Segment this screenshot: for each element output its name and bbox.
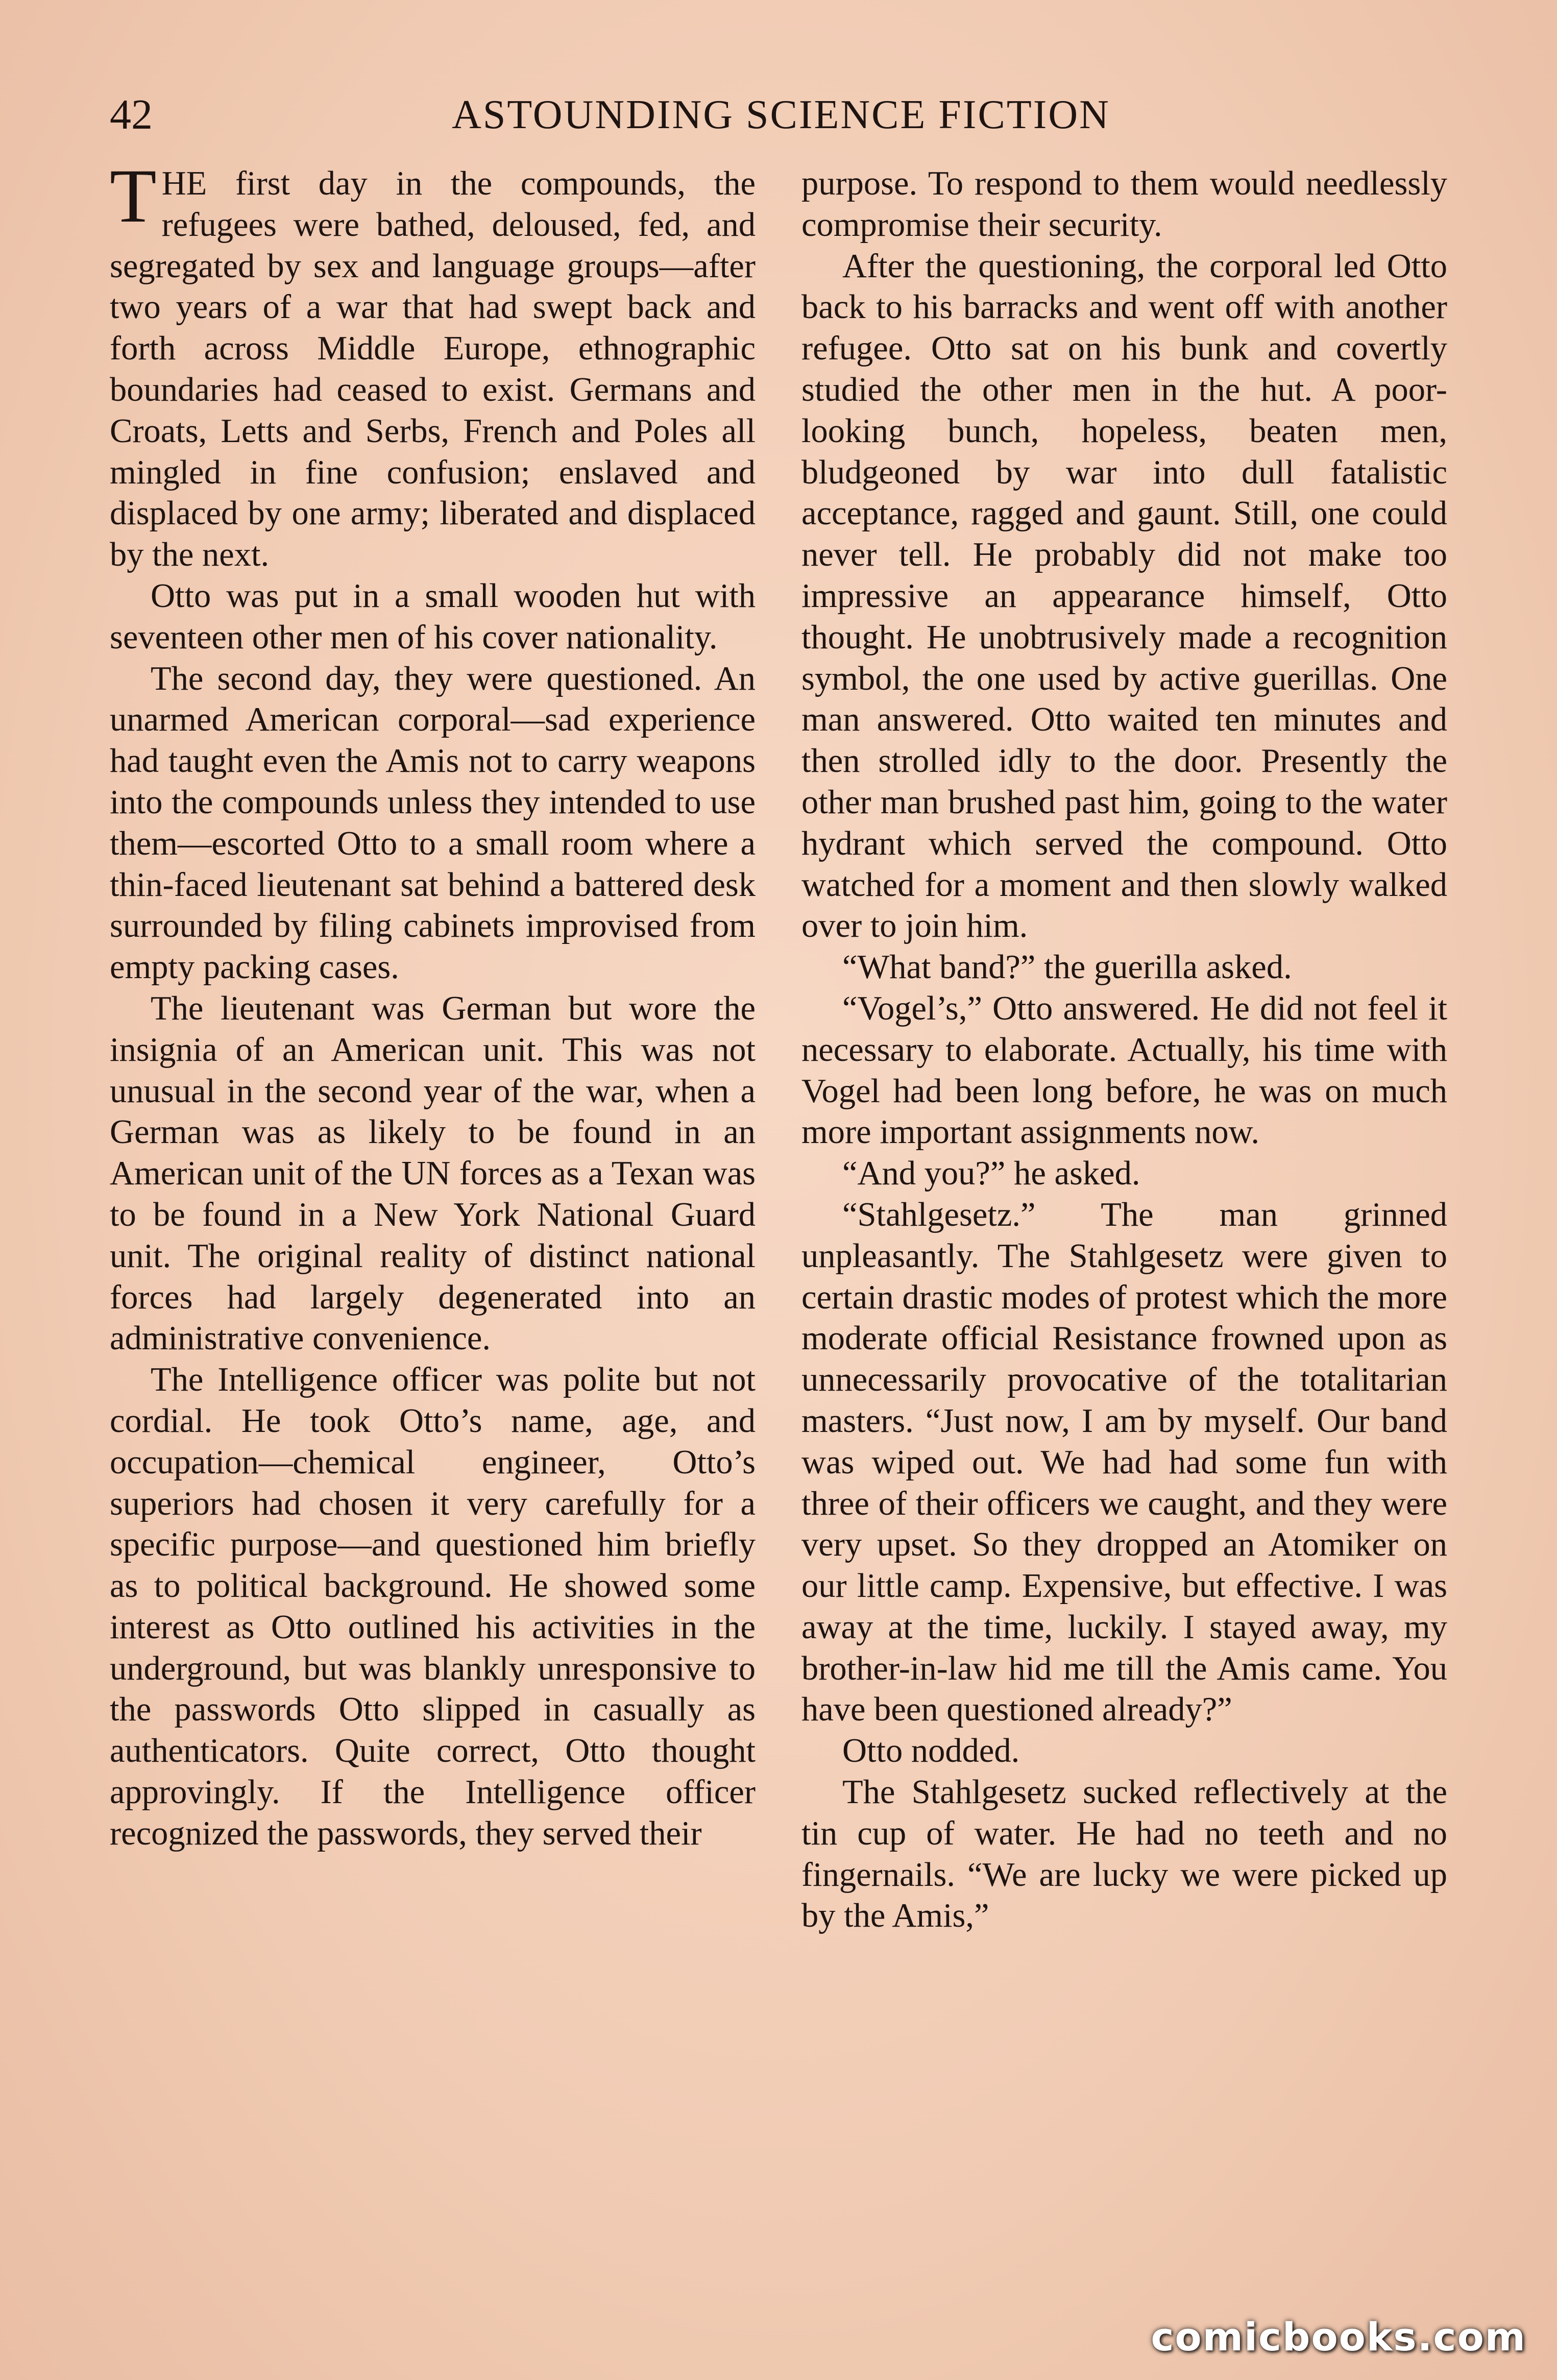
paragraph: The Stahlgesetz sucked reflectively at the tin cup of water. He had no teeth and no fingernails. “We are lucky we were picked up by the Amis,”: [801, 1774, 1447, 1935]
paragraph: “Stahlgesetz.” The man grinned unpleasantly. The Stahlgesetz were given to certain drastic modes of protest which the more moderate official Resistance frowned upon as unnecessarily provocative of the totalitarian masters. “Just now, I am by myself. Our band was wiped out. We had had some fun with three of their officers we caught, and they were very upset. So they dropped an Atomiker on our little camp. Expensive, but effective. I was away at the time, luckily. I stayed away, my brother-in-law hid me till the Amis came. You have been questioned already?”: [801, 1196, 1447, 1729]
paragraph: After the questioning, the corporal led Otto back to his barracks and went off with another refugee. Otto sat on his bunk and covertly studied the other men in the hut. A poor-looking bunch, hopeless, beaten men, bludgeoned by war into dull fatalistic acceptance, ragged and gaunt. Still, one could never tell. He probably did not make too impressive an appearance himself, Otto thought. He unobtrusively made a recognition symbol, the one used by active guerillas. One man answered. Otto waited ten minutes and then strolled idly to the door. Presently the other man brushed past him, going to the water hydrant which served the compound. Otto watched for a moment and then slowly walked over to join him.: [801, 247, 1447, 945]
running-head: ASTOUNDING SCIENCE FICTION: [452, 92, 1110, 137]
continued-paragraph: purpose. To respond to them would needlessly compromise their security.: [801, 165, 1447, 244]
paragraph: “And you?” he asked.: [842, 1155, 1140, 1193]
page-header: [110, 87, 1452, 143]
drop-cap: T: [110, 154, 157, 238]
paragraph: The Intelligence officer was polite but not cordial. He took Otto’s name, age, and occupation—chemical engineer, Otto’s superiors had chosen it very carefully for a specific purpose—and questioned him briefly as to political background. He showed some interest as Otto outlined his activities in the underground, but was blankly unresponsive to the passwords Otto slipped in casually as authenticators. Quite correct, Otto thought approvingly. If the Intelligence officer recognized the passwords, they served their: [110, 1361, 756, 1852]
paragraph: Otto was put in a small wooden hut with seventeen other men of his cover nationality.: [110, 577, 756, 656]
opening-paragraph: [110, 154, 756, 576]
paragraph: The second day, they were questioned. An unarmed American corporal—sad experience had taught even the Amis not to carry weapons into the compounds unless they intended to use them—escorted Otto to a small room where a thin-faced lieutenant sat behind a battered desk surrounded by filing cabinets improvised from empty packing cases.: [110, 660, 756, 986]
paragraph-text: HE first day in the compounds, the refugees were bathed, deloused, fed, and segregated by sex and language groups—after two years of a war that had swept back and forth across Middle Europe, ethnographic boundaries had ceased to exist. Germans and Croats, Letts and Serbs, French and Poles all mingled in fine confusion; enslaved and displaced by one army; liberated and displaced by the next.: [110, 165, 756, 574]
paragraph: “What band?” the guerilla asked.: [842, 949, 1292, 986]
paragraph: “Vogel’s,” Otto answered. He did not feel it necessary to elaborate. Actually, his time with Vogel had been long before, he was on much more important assignments now.: [801, 989, 1447, 1151]
paragraph: The lieutenant was German but wore the insignia of an American unit. This was not unusual in the second year of the war, when a German was as likely to be found in an American unit of the UN forces as a Texan was to be found in a New York National Guard unit. The original reality of distinct national forces had largely degenerated into an administrative convenience.: [110, 989, 756, 1357]
right-column: [801, 163, 1447, 2241]
left-column: [110, 154, 756, 2241]
paragraph: Otto nodded.: [842, 1732, 1020, 1770]
page-number: 42: [110, 91, 153, 138]
watermark: comicbooks.com: [1151, 2314, 1526, 2360]
